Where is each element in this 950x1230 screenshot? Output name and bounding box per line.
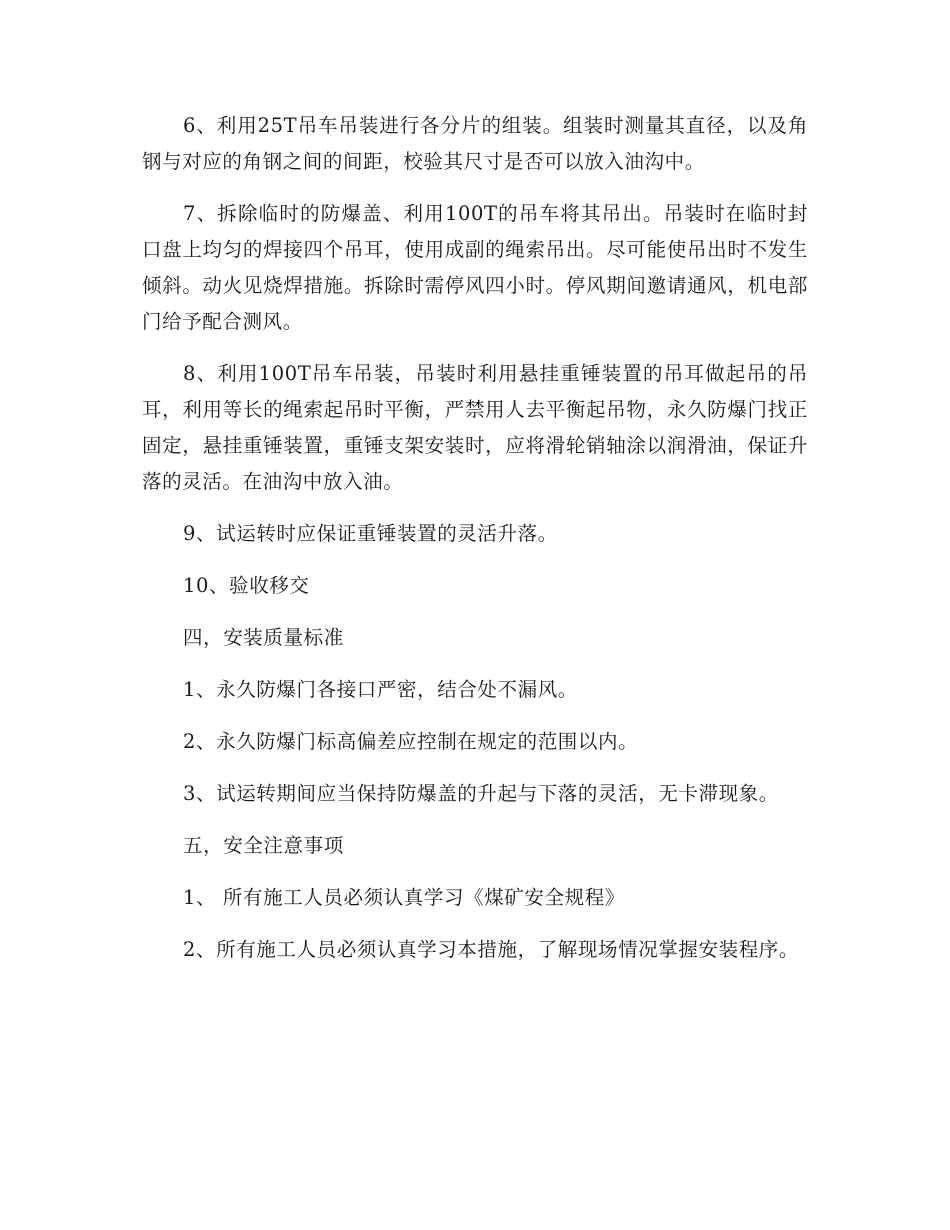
section-heading-quality-standard: 四，安装质量标准 [183, 626, 344, 649]
paragraph-quality-3: 3、试运转期间应当保持防爆盖的升起与下落的灵活，无卡滞现象。 [183, 782, 779, 805]
paragraph-safety-2: 2、所有施工人员必须认真学习本措施，了解现场情况掌握安装程序。 [183, 938, 800, 961]
paragraph-quality-1: 1、永久防爆门各接口严密，结合处不漏风。 [183, 678, 578, 701]
paragraph-step-8: 8、利用100T吊车吊装，吊装时利用悬挂重锤装置的吊耳做起吊的吊耳，利用等长的绳索起吊时平衡，严禁用人去平衡起吊物，永久防爆门找正固定，悬挂重锤装置，重锤支架安装时，应将滑轮销轴涂以润滑油，保证升落的灵活。在油沟中放入油。 [142, 362, 808, 493]
paragraph-quality-2: 2、永久防爆门标高偏差应控制在规定的范围以内。 [183, 730, 639, 753]
section-heading-safety: 五，安全注意事项 [183, 834, 344, 857]
paragraph-step-9: 9、试运转时应保证重锤装置的灵活升落。 [183, 522, 558, 545]
paragraph-safety-1: 1、 所有施工人员必须认真学习《煤矿安全规程》 [183, 886, 625, 909]
paragraph-step-10: 10、验收移交 [183, 574, 310, 597]
paragraph-step-7: 7、拆除临时的防爆盖、利用100T的吊车将其吊出。吊装时在临时封口盘上均匀的焊接四个吊耳，使用成副的绳索吊出。尽可能使吊出时不发生倾斜。动火见烧焊措施。拆除时需停风四小时。停风期间邀请通风，机电部门给予配合测风。 [142, 202, 808, 333]
document-body [142, 108, 808, 984]
paragraph-step-6: 6、利用25T吊车吊装进行各分片的组装。组装时测量其直径，以及角钢与对应的角钢之间的间距，校验其尺寸是否可以放入油沟中。 [142, 114, 808, 173]
